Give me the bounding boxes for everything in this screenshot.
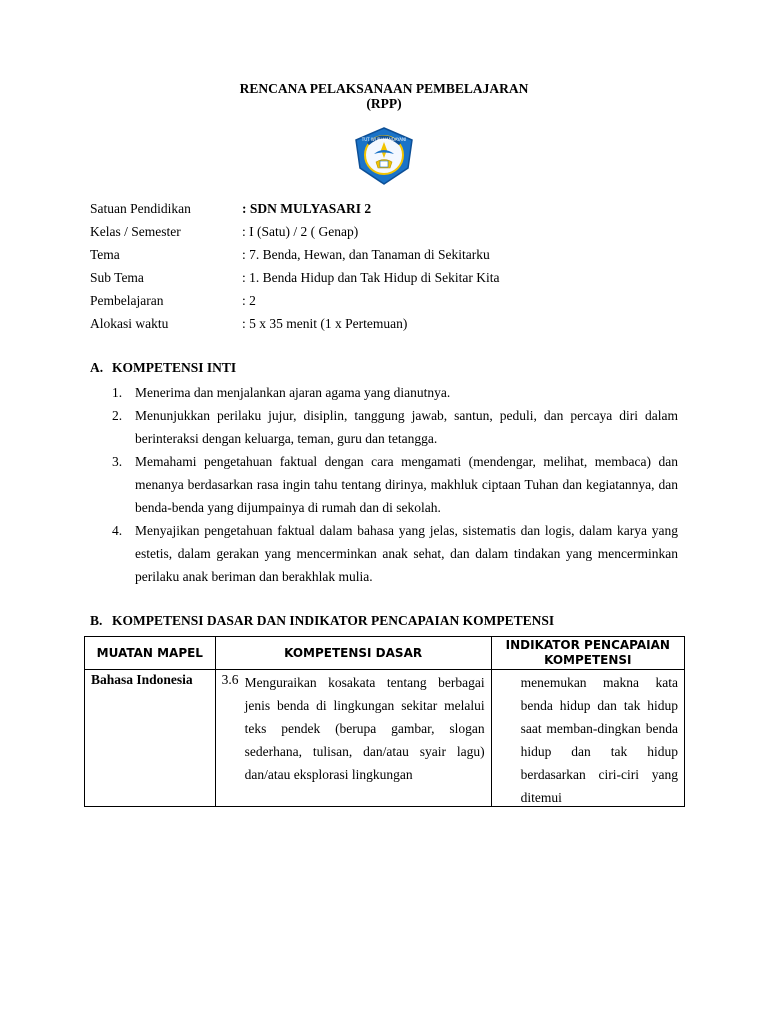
ki-item-number: 4. xyxy=(112,523,123,538)
kd-table xyxy=(84,636,685,807)
indikator-text: menemukan makna kata benda hidup dan tak hidup saat memban-dingkan benda hidup dan tak hidup berdasarkan ciri-ciri yang ditemui xyxy=(520,675,678,805)
identity-label: Sub Tema xyxy=(90,270,144,285)
mapel-name: Bahasa Indonesia xyxy=(91,672,193,687)
identity-value: : 2 xyxy=(242,293,256,308)
identity-label: Tema xyxy=(90,247,120,262)
ki-item-number: 2. xyxy=(112,408,123,423)
indikator-cell xyxy=(491,670,684,807)
identity-value: : 1. Benda Hidup dan Tak Hidup di Sekitar Kita xyxy=(242,270,500,285)
section-b-heading xyxy=(90,613,554,629)
ki-item-text: Memahami pengetahuan faktual dengan cara mengamati (mendengar, melihat, membaca) dan menanya berdasarkan rasa ingin tahu tentang dirinya, makhluk ciptaan Tuhan dan kegiatannya, dan benda-benda yang dijumpainya di rumah dan di sekolah. xyxy=(135,454,678,515)
ki-item-number: 1. xyxy=(112,385,123,400)
ki-item-text: Menerima dan menjalankan ajaran agama yang dianutnya. xyxy=(135,385,451,400)
logo-text: TUT WURI HANDAYANI xyxy=(361,137,407,142)
identity-label: Kelas / Semester xyxy=(90,224,181,239)
identity-label: Satuan Pendidikan xyxy=(90,201,191,216)
header-indikator: INDIKATOR PENCAPAIAN KOMPETENSI xyxy=(491,637,684,670)
mapel-cell xyxy=(85,670,216,807)
section-b-letter: B. xyxy=(90,613,103,628)
ki-item xyxy=(112,450,678,519)
kd-table-header-row xyxy=(85,637,685,670)
ki-item xyxy=(112,381,678,404)
identity-label: Pembelajaran xyxy=(90,293,164,308)
section-b-title: KOMPETENSI DASAR DAN INDIKATOR PENCAPAIAN KOMPETENSI xyxy=(112,613,555,628)
ki-item-text: Menyajikan pengetahuan faktual dalam bahasa yang jelas, sistematis dan logis, dalam karya yang estetis, dalam gerakan yang mencerminkan anak sehat, dan dalam tindakan yang mencerminkan perilaku anak beriman dan berakhlak mulia. xyxy=(135,523,678,584)
identity-value: : 5 x 35 menit (1 x Pertemuan) xyxy=(242,316,408,331)
document-subtitle: (RPP) xyxy=(366,96,402,111)
header-kompetensi-dasar: KOMPETENSI DASAR xyxy=(215,637,491,670)
identity-value: : SDN MULYASARI 2 xyxy=(242,201,372,216)
ki-item-number: 3. xyxy=(112,454,123,469)
header-muatan-mapel: MUATAN MAPEL xyxy=(85,637,216,670)
identity-value: : 7. Benda, Hewan, dan Tanaman di Sekitarku xyxy=(242,247,490,262)
ki-item xyxy=(112,519,678,588)
document-title: RENCANA PELAKSANAAN PEMBELAJARAN xyxy=(239,81,529,96)
tut-wuri-handayani-logo xyxy=(350,124,418,188)
section-a-letter: A. xyxy=(90,360,104,375)
kd-cell xyxy=(215,670,491,807)
section-a-heading xyxy=(90,360,236,376)
kd-number: 3.6 xyxy=(221,672,239,687)
identity-value: : I (Satu) / 2 ( Genap) xyxy=(242,224,359,239)
section-a-title: KOMPETENSI INTI xyxy=(112,360,237,375)
table-row xyxy=(85,670,685,807)
identity-label: Alokasi waktu xyxy=(90,316,169,331)
ki-item-text: Menunjukkan perilaku jujur, disiplin, tanggung jawab, santun, peduli, dan percaya diri dalam berinteraksi dengan keluarga, teman, guru dan tetangga. xyxy=(135,408,678,446)
kd-text: Menguraikan kosakata tentang berbagai jenis benda di lingkungan sekitar melalui teks pendek (berupa gambar, slogan sederhana, tulisan, dan/atau syair lagu) dan/atau eksplorasi lingkungan xyxy=(244,675,485,782)
ki-item xyxy=(112,404,678,450)
